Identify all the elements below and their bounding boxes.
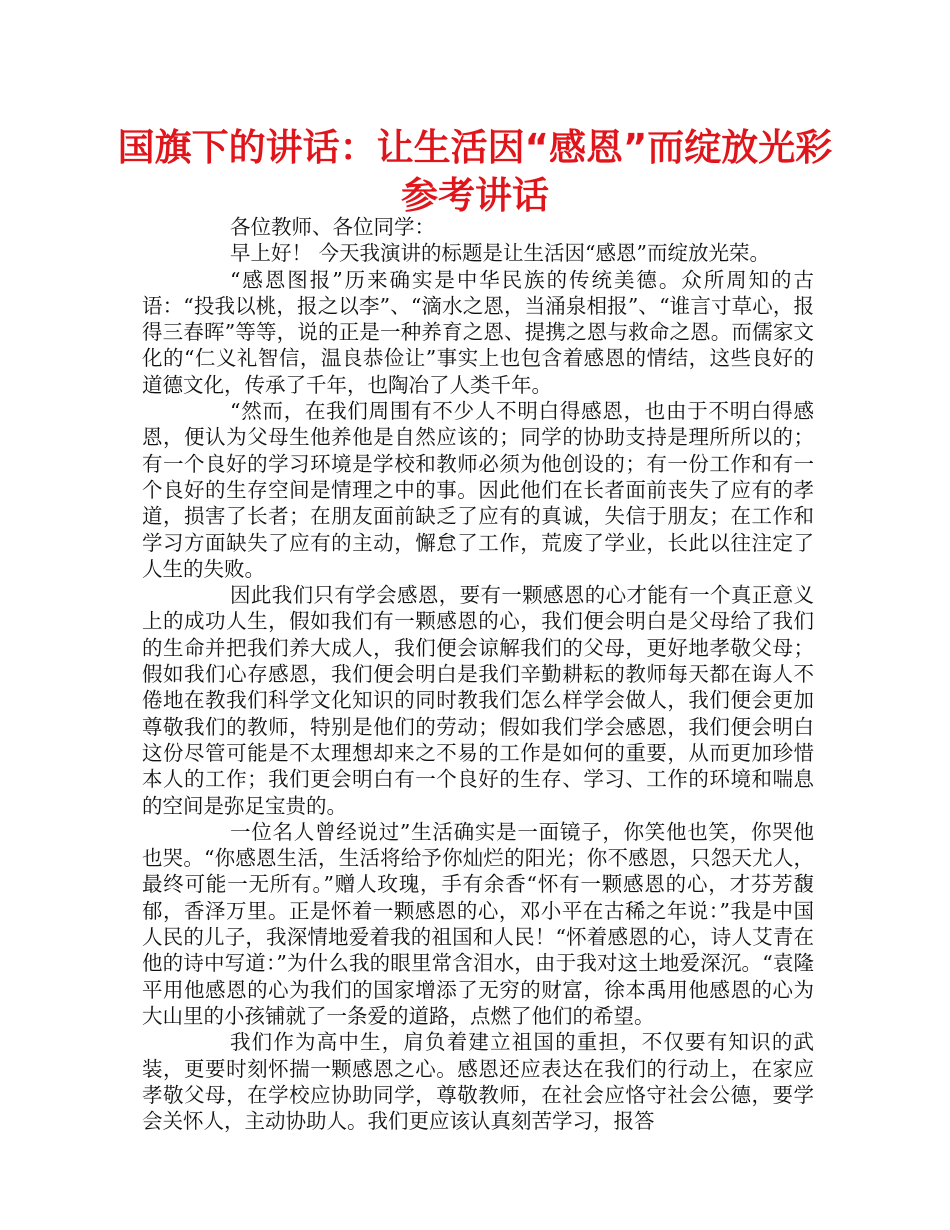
document-body: [142, 214, 814, 1134]
paragraph: “感恩图报”历来确实是中华民族的传统美德。众所周知的古语：“投我以桃，报之以李”、“滴水之恩，当涌泉相报”、“谁言寸草心，报得三春晖”等等，说的正是一种养育之恩、提携之恩与救命之恩。而儒家文化的“仁义礼智信，温良恭俭让”事实上也包含着感恩的情结，这些良好的道德文化，传承了千年，也陶冶了人类千年。: [142, 267, 814, 397]
paragraph-salutation: 各位教师、各位同学：: [230, 215, 435, 239]
document-title: 国旗下的讲话：让生活因“感恩”而绽放光彩参考讲话: [117, 126, 833, 217]
paragraph-greeting: 早上好！ 今天我演讲的标题是让生活因“感恩”而绽放光荣。: [230, 241, 770, 266]
paragraph: 我们作为高中生，肩负着建立祖国的重担，不仅要有知识的武装，更要时刻怀揣一颗感恩之心。感恩还应表达在我们的行动上，在家应孝敬父母，在学校应协助同学，尊敬教师，在社会应恪守社会公德，要学会关怀人，主动协助人。我们更应该认真刻苦学习，报答: [142, 1030, 814, 1134]
paragraph: 一位名人曾经说过”生活确实是一面镜子，你笑他也笑，你哭他也哭。“你感恩生活，生活将给予你灿烂的阳光；你不感恩，只怨天尤人，最终可能一无所有。”赠人玫瑰，手有余香“怀有一颗感恩的心，才芬芳馥郁，香泽万里。正是怀着一颗感恩的心，邓小平在古稀之年说：”我是中国人民的儿子，我深情地爱着我的祖国和人民！“怀着感恩的心，诗人艾青在他的诗中写道：”为什么我的眼里常含泪水，由于我对这土地爱深沉。“袁隆平用他感恩的心为我们的国家增添了无穷的财富，徐本禹用他感恩的心为大山里的小孩铺就了一条爱的道路，点燃了他们的希望。: [142, 819, 814, 1028]
paragraph: “然而，在我们周围有不少人不明白得感恩，也由于不明白得感恩，便认为父母生他养他是自然应该的；同学的协助支持是理所所以的；有一个良好的学习环境是学校和教师必须为他创设的；有一份工作和有一个良好的生存空间是情理之中的事。因此他们在长者面前丧失了应有的孝道，损害了长者；在朋友面前缺乏了应有的真诚，失信于朋友；在工作和学习方面缺失了应有的主动，懈怠了工作，荒废了学业，长此以往注定了人生的失败。: [142, 399, 814, 581]
paragraph: 因此我们只有学会感恩，要有一颗感恩的心才能有一个真正意义上的成功人生，假如我们有一颗感恩的心，我们便会明白是父母给了我们的生命并把我们养大成人，我们便会谅解我们的父母，更好地孝敬父母；假如我们心存感恩，我们便会明白是我们辛勤耕耘的教师每天都在诲人不倦地在教我们科学文化知识的同时教我们怎么样学会做人，我们便会更加尊敬我们的教师，特别是他们的劳动；假如我们学会感恩，我们便会明白这份尽管可能是不太理想却来之不易的工作是如何的重要，从而更加珍惜本人的工作；我们更会明白有一个良好的生存、学习、工作的环境和喘息的空间是弥足宝贵的。: [142, 583, 814, 818]
